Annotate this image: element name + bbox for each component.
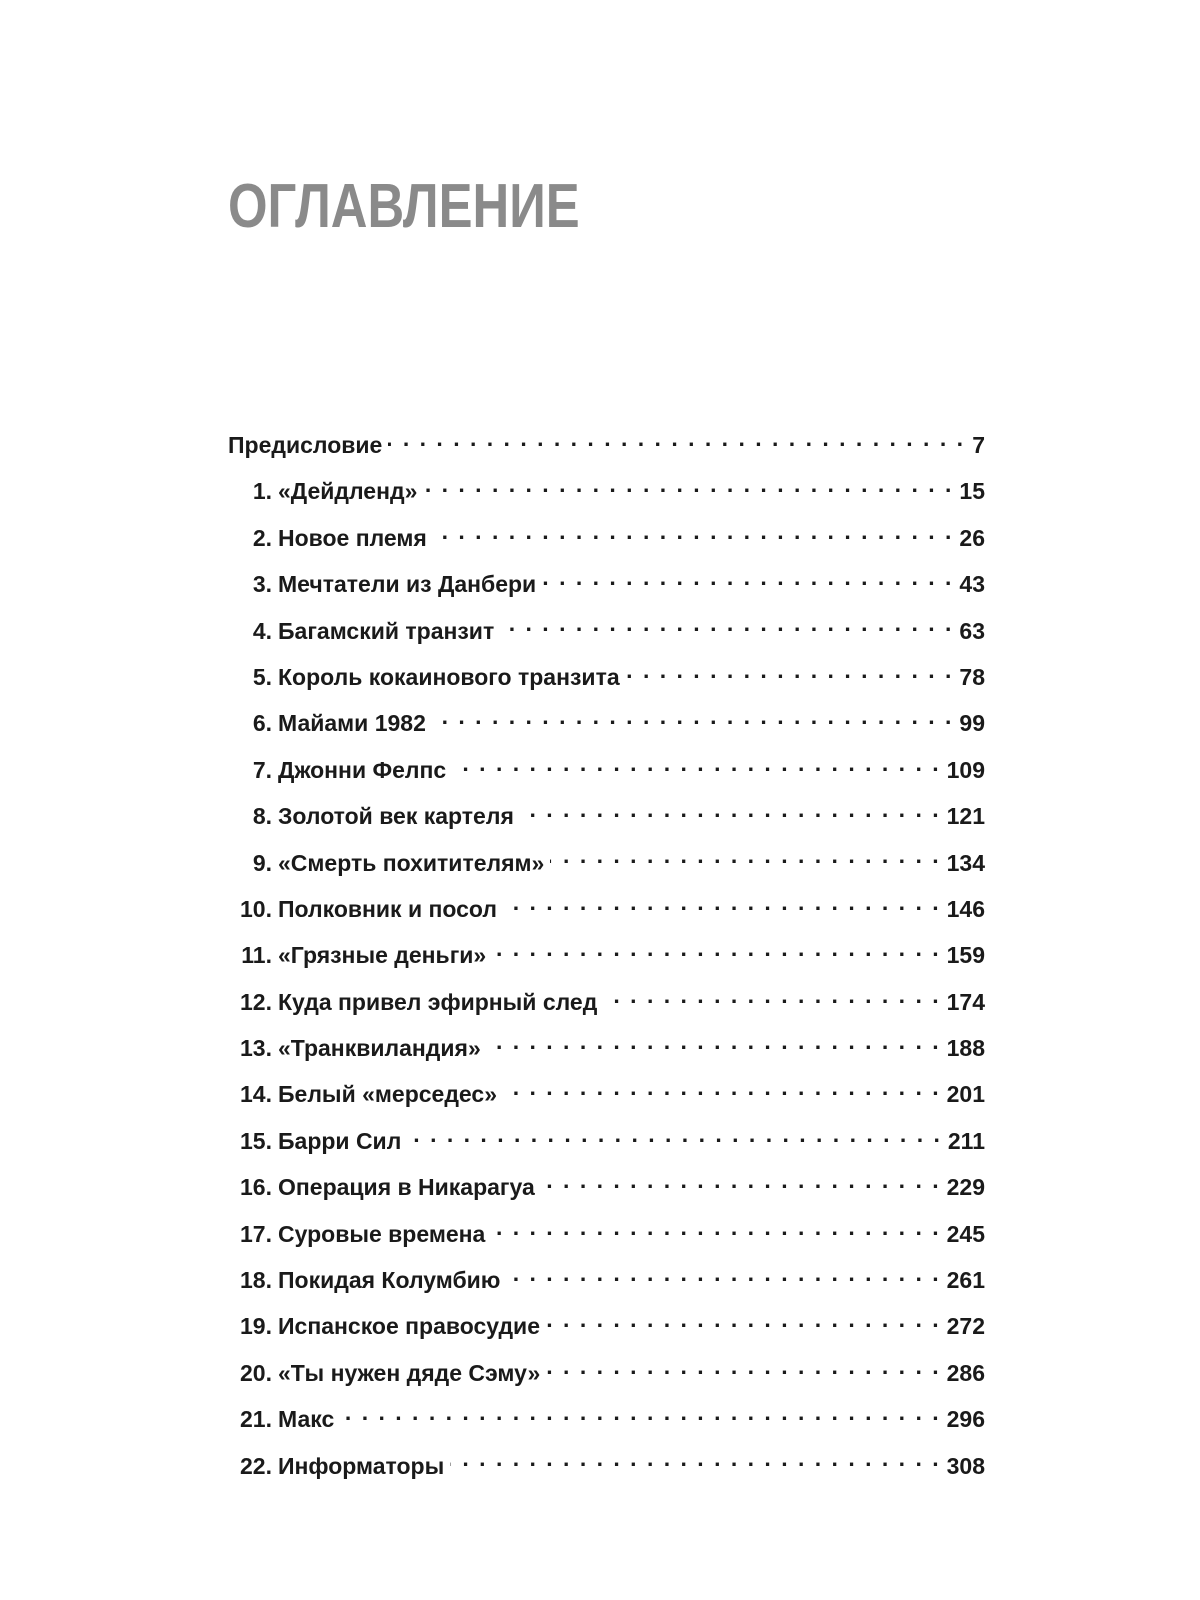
toc-dot-leader [503, 1079, 941, 1102]
toc-entry-number: 16. [240, 1174, 272, 1201]
toc-dot-leader [432, 708, 954, 731]
toc-entry [228, 523, 985, 569]
toc-entry-number: 6. [252, 710, 272, 737]
toc-entry [228, 848, 985, 894]
toc-entry [228, 894, 985, 940]
toc-entry-page: 174 [946, 988, 985, 1015]
toc-entry-page: 286 [946, 1359, 985, 1386]
toc-entry-number: 13. [240, 1035, 272, 1062]
toc-entry-label: Багамский транзит [278, 617, 495, 644]
toc-entry-label: «Ты нужен дяде Сэму» [278, 1359, 541, 1386]
toc-entry [228, 987, 985, 1033]
toc-entry-label: Покидая Колумбию [278, 1267, 501, 1294]
toc-entry-page: 245 [946, 1220, 985, 1247]
toc-entry [228, 1172, 985, 1218]
toc-entry-label: «Смерть похитителям» [278, 849, 545, 876]
toc-entry-page: 99 [959, 710, 985, 737]
toc-entry-page: 7 [972, 432, 985, 458]
toc-entry-number: 1. [252, 478, 272, 505]
toc-dot-leader [546, 1358, 940, 1381]
toc-entry-number: 12. [240, 988, 272, 1015]
toc-entry [228, 1265, 985, 1311]
toc-entry-number: 22. [240, 1452, 272, 1479]
toc-dot-leader [506, 1265, 940, 1288]
toc-dot-leader [407, 1126, 942, 1149]
toc-entry-page: 121 [946, 803, 985, 830]
toc-entry-number: 15. [240, 1127, 272, 1154]
toc-dot-leader [500, 616, 953, 639]
toc-entry-number: 11. [241, 942, 272, 969]
toc-dot-leader [423, 476, 953, 499]
toc-entry [228, 1126, 985, 1172]
toc-entry [228, 1033, 985, 1079]
toc-dot-leader [603, 987, 940, 1010]
toc-entry-page: 159 [946, 942, 985, 969]
toc-entry-number: 2. [252, 524, 272, 551]
toc-entry-label: Белый «мерседес» [278, 1081, 498, 1108]
toc-dot-leader [433, 523, 954, 546]
toc-entry-page: 188 [946, 1035, 985, 1062]
toc-dot-leader [450, 1451, 940, 1474]
toc-entry-number: 3. [252, 571, 272, 598]
toc-dot-leader [520, 801, 941, 824]
toc-entry-page: 78 [959, 663, 985, 690]
toc-entry-page: 134 [946, 849, 985, 876]
toc-entry-label: Куда привел эфирный след [278, 988, 598, 1015]
toc-entry-number: 4. [252, 617, 272, 644]
toc-dot-leader [546, 1311, 941, 1334]
toc-dot-leader [492, 940, 940, 963]
toc-entry [228, 1311, 985, 1357]
toc-dot-leader [452, 755, 940, 778]
toc-dot-leader [388, 430, 965, 453]
toc-entry [228, 801, 985, 847]
toc-entry-page: 261 [946, 1267, 985, 1294]
toc-entry-number: 7. [252, 756, 272, 783]
toc-entry-number: 18. [240, 1267, 272, 1294]
toc-entry-page: 272 [946, 1313, 985, 1340]
toc-entry-label: Макс [278, 1406, 335, 1433]
toc-entry-page: 308 [946, 1452, 985, 1479]
toc-entry-label: Майами 1982 [278, 710, 426, 737]
toc-entry [228, 708, 985, 754]
toc-entry [228, 616, 985, 662]
toc-entry-number: 20. [240, 1359, 272, 1386]
toc-entry-label: Информаторы [278, 1452, 445, 1479]
toc-entry-number: 17. [240, 1220, 272, 1247]
toc-entry [228, 569, 985, 615]
toc-dot-leader [340, 1404, 940, 1427]
toc-entry-page: 63 [959, 617, 985, 644]
toc-entry-page: 43 [959, 571, 985, 598]
toc-entry-label: Золотой век картеля [278, 803, 514, 830]
toc-entry-number: 8. [252, 803, 272, 830]
toc-entry-number: 21. [240, 1406, 272, 1433]
toc-entry [228, 1451, 985, 1497]
toc-dot-leader [487, 1033, 941, 1056]
toc-entry-label: «Грязные деньги» [278, 942, 487, 969]
toc-entry-page: 146 [946, 895, 985, 922]
toc-entry-label: Предисловие [228, 432, 383, 458]
toc-entry-page: 109 [946, 756, 985, 783]
toc-entry [228, 1358, 985, 1404]
toc-dot-leader [542, 569, 953, 592]
toc-entry [228, 476, 985, 522]
page-title: ОГЛАВЛЕНИЕ [228, 172, 580, 241]
toc-entry-number: 19. [240, 1313, 272, 1340]
toc-entry [228, 662, 985, 708]
toc-entry [228, 1404, 985, 1450]
toc-entry-page: 15 [959, 478, 985, 505]
toc-entry-label: Джонни Фелпс [278, 756, 447, 783]
toc-entry-page: 201 [946, 1081, 985, 1108]
toc-entry-page: 229 [946, 1174, 985, 1201]
toc-dot-leader [491, 1219, 940, 1242]
toc-entry-label: Операция в Никарагуа [278, 1174, 535, 1201]
toc-entry-label: Новое племя [278, 524, 427, 551]
toc-dot-leader [541, 1172, 941, 1195]
toc-entry-number: 14. [240, 1081, 272, 1108]
toc-entry-page: 211 [947, 1127, 985, 1154]
toc-entry-label: Король кокаинового транзита [278, 663, 620, 690]
toc-entry [228, 940, 985, 986]
toc-list [228, 430, 985, 1497]
toc-dot-leader [550, 848, 940, 871]
toc-entry-label: «Транквиландия» [278, 1035, 481, 1062]
toc-entry-label: Барри Сил [278, 1127, 402, 1154]
toc-entry-label: Испанское правосудие [278, 1313, 540, 1340]
toc-entry [228, 1079, 985, 1125]
toc-entry-page: 296 [946, 1406, 985, 1433]
toc-entry-label: Полковник и посол [278, 895, 497, 922]
toc-entry-label: Мечтатели из Данбери [278, 571, 537, 598]
toc-entry-number: 9. [252, 849, 272, 876]
toc-entry [228, 430, 985, 476]
toc-entry-label: Суровые времена [278, 1220, 486, 1247]
toc-entry-label: «Дейдленд» [278, 478, 418, 505]
toc-entry-number: 5. [252, 663, 272, 690]
toc-dot-leader [503, 894, 941, 917]
toc-entry-page: 26 [959, 524, 985, 551]
toc-entry [228, 1219, 985, 1265]
toc-dot-leader [626, 662, 954, 685]
toc-entry [228, 755, 985, 801]
toc-entry-number: 10. [240, 895, 272, 922]
